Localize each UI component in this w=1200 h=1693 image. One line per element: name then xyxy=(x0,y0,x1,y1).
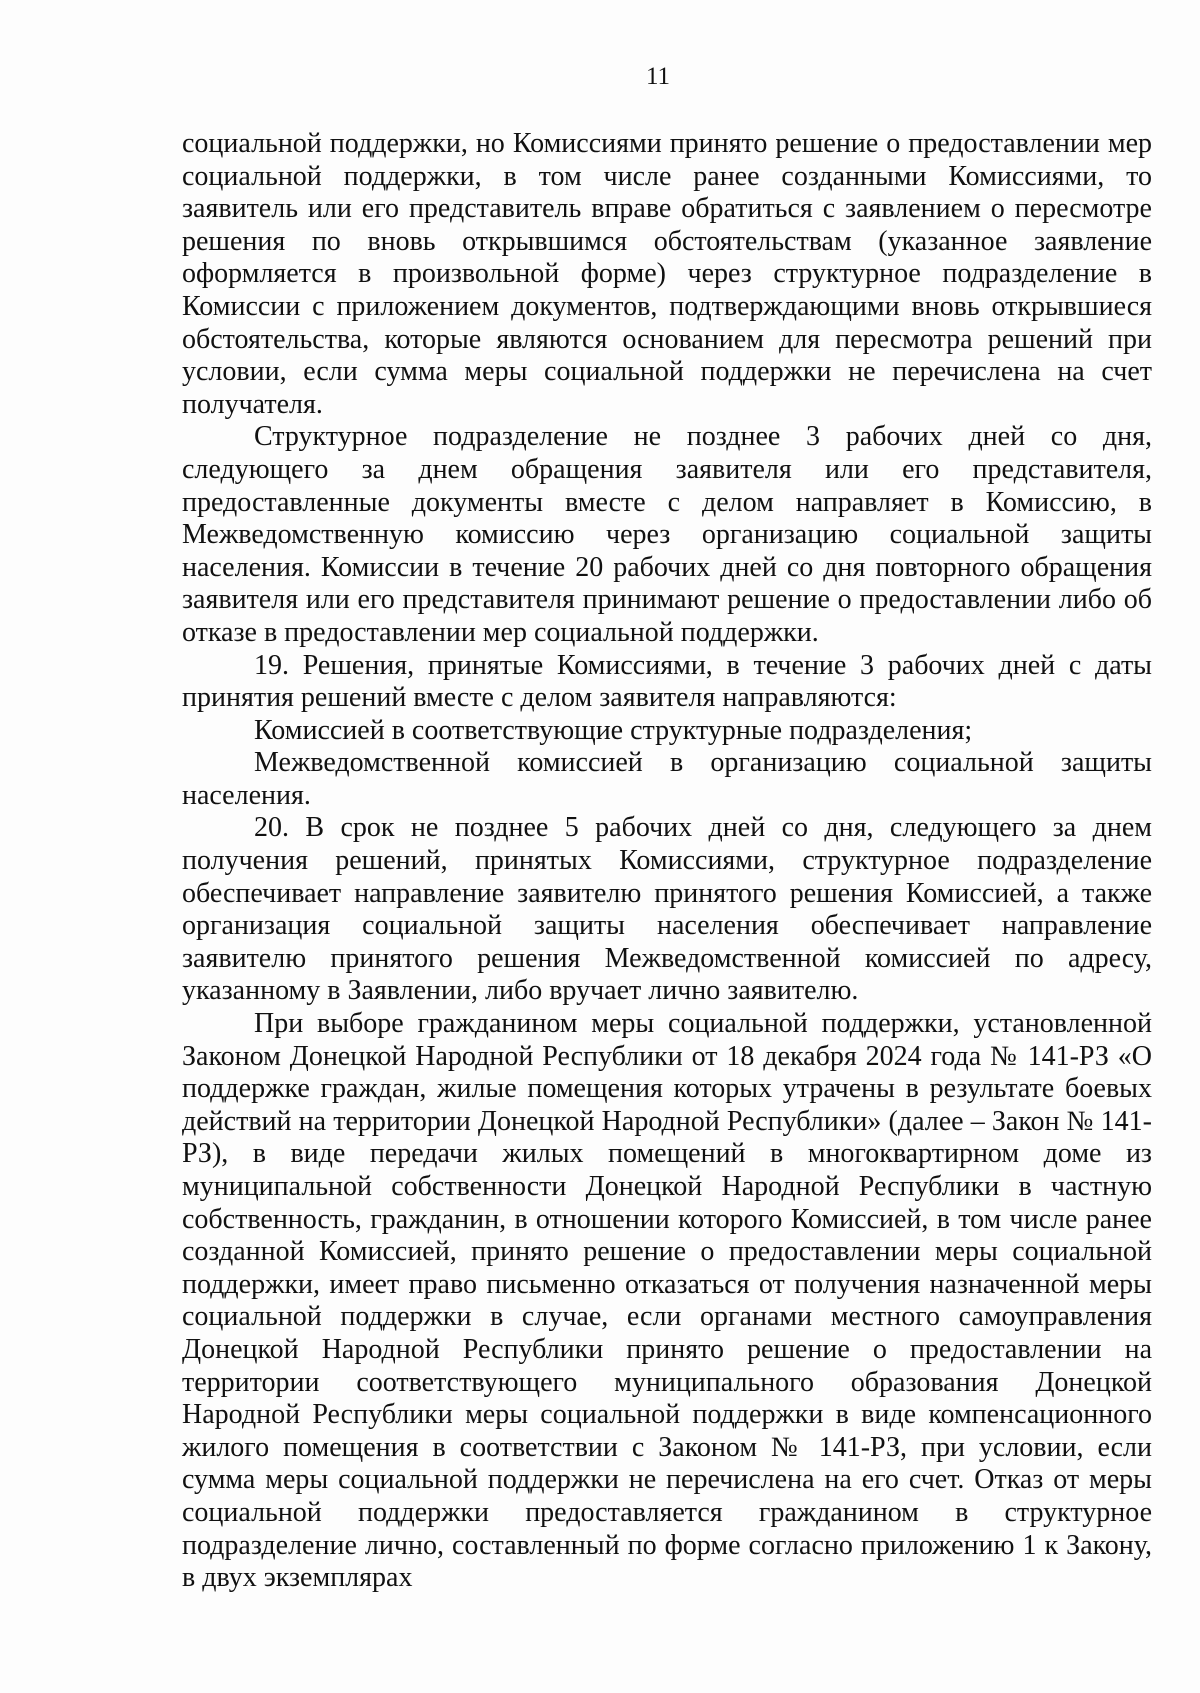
paragraph-structural-unit: Структурное подразделение не позднее 3 рабочих дней со дня, следующего за днем обращения заявителя или его представителя, предоставленные документы вместе с делом направляет в Комиссию, в Межведомственную комиссию через организацию социальной защиты населения. Комиссии в течение 20 рабочих дней со дня повторного обращения заявителя или его представителя принимают решение о предоставлении либо об отказе в предоставлении мер социальной поддержки. xyxy=(182,421,1152,648)
document-body xyxy=(182,128,1152,1595)
paragraph-interagency-commission: Межведомственной комиссией в организацию социальной защиты населения. xyxy=(182,747,1152,811)
paragraph-refusal-of-support: При выборе гражданином меры социальной поддержки, установленной Законом Донецкой Народной Республики от 18 декабря 2024 года № 141-РЗ «О поддержке граждан, жилые помещения которых утрачены в результате боевых действий на территории Донецкой Народной Республики» (далее – Закон № 141-РЗ), в виде передачи жилых помещений в многоквартирном доме из муниципальной собственности Донецкой Народной Республики в частную собственность, гражданин, в отношении которого Комиссией, в том числе ранее созданной Комиссией, принято решение о предоставлении меры социальной поддержки, имеет право письменно отказаться от получения назначенной меры социальной поддержки в случае, если органами местного самоуправления Донецкой Народной Республики принято решение о предоставлении на территории соответствующего муниципального образования Донецкой Народной Республики меры социальной поддержки в виде компенсационного жилого помещения в соответствии с Законом № 141-РЗ, при условии, если сумма меры социальной поддержки не перечислена на его счет. Отказ от меры социальной поддержки предоставляется гражданином в структурное подразделение лично, составленный по форме согласно приложению 1 к Закону, в двух экземплярах xyxy=(182,1008,1152,1594)
paragraph-continuation: социальной поддержки, но Комиссиями принято решение о предоставлении мер социальной поддержки, в том числе ранее созданными Комиссиями, то заявитель или его представитель вправе обратиться с заявлением о пересмотре решения по вновь открывшимся обстоятельствам (указанное заявление оформляется в произвольной форме) через структурное подразделение в Комиссии с приложением документов, подтверждающими вновь открывшиеся обстоятельства, которые являются основанием для пересмотра решений при условии, если сумма меры социальной поддержки не перечислена на счет получателя. xyxy=(182,128,1152,420)
paragraph-item-20: 20. В срок не позднее 5 рабочих дней со дня, следующего за днем получения решений, принятых Комиссиями, структурное подразделение обеспечивает направление заявителю принятого решения Комиссией, а также организация социальной защиты населения обеспечивает направление заявителю принятого решения Межведомственной комиссией по адресу, указанному в Заявлении, либо вручает лично заявителю. xyxy=(182,812,1152,1007)
page-number: 11 xyxy=(645,63,671,90)
paragraph-commission-to-units: Комиссией в соответствующие структурные подразделения; xyxy=(254,714,973,746)
paragraph-item-19: 19. Решения, принятые Комиссиями, в течение 3 рабочих дней с даты принятия решений вместе с делом заявителя направляются: xyxy=(182,649,1152,714)
